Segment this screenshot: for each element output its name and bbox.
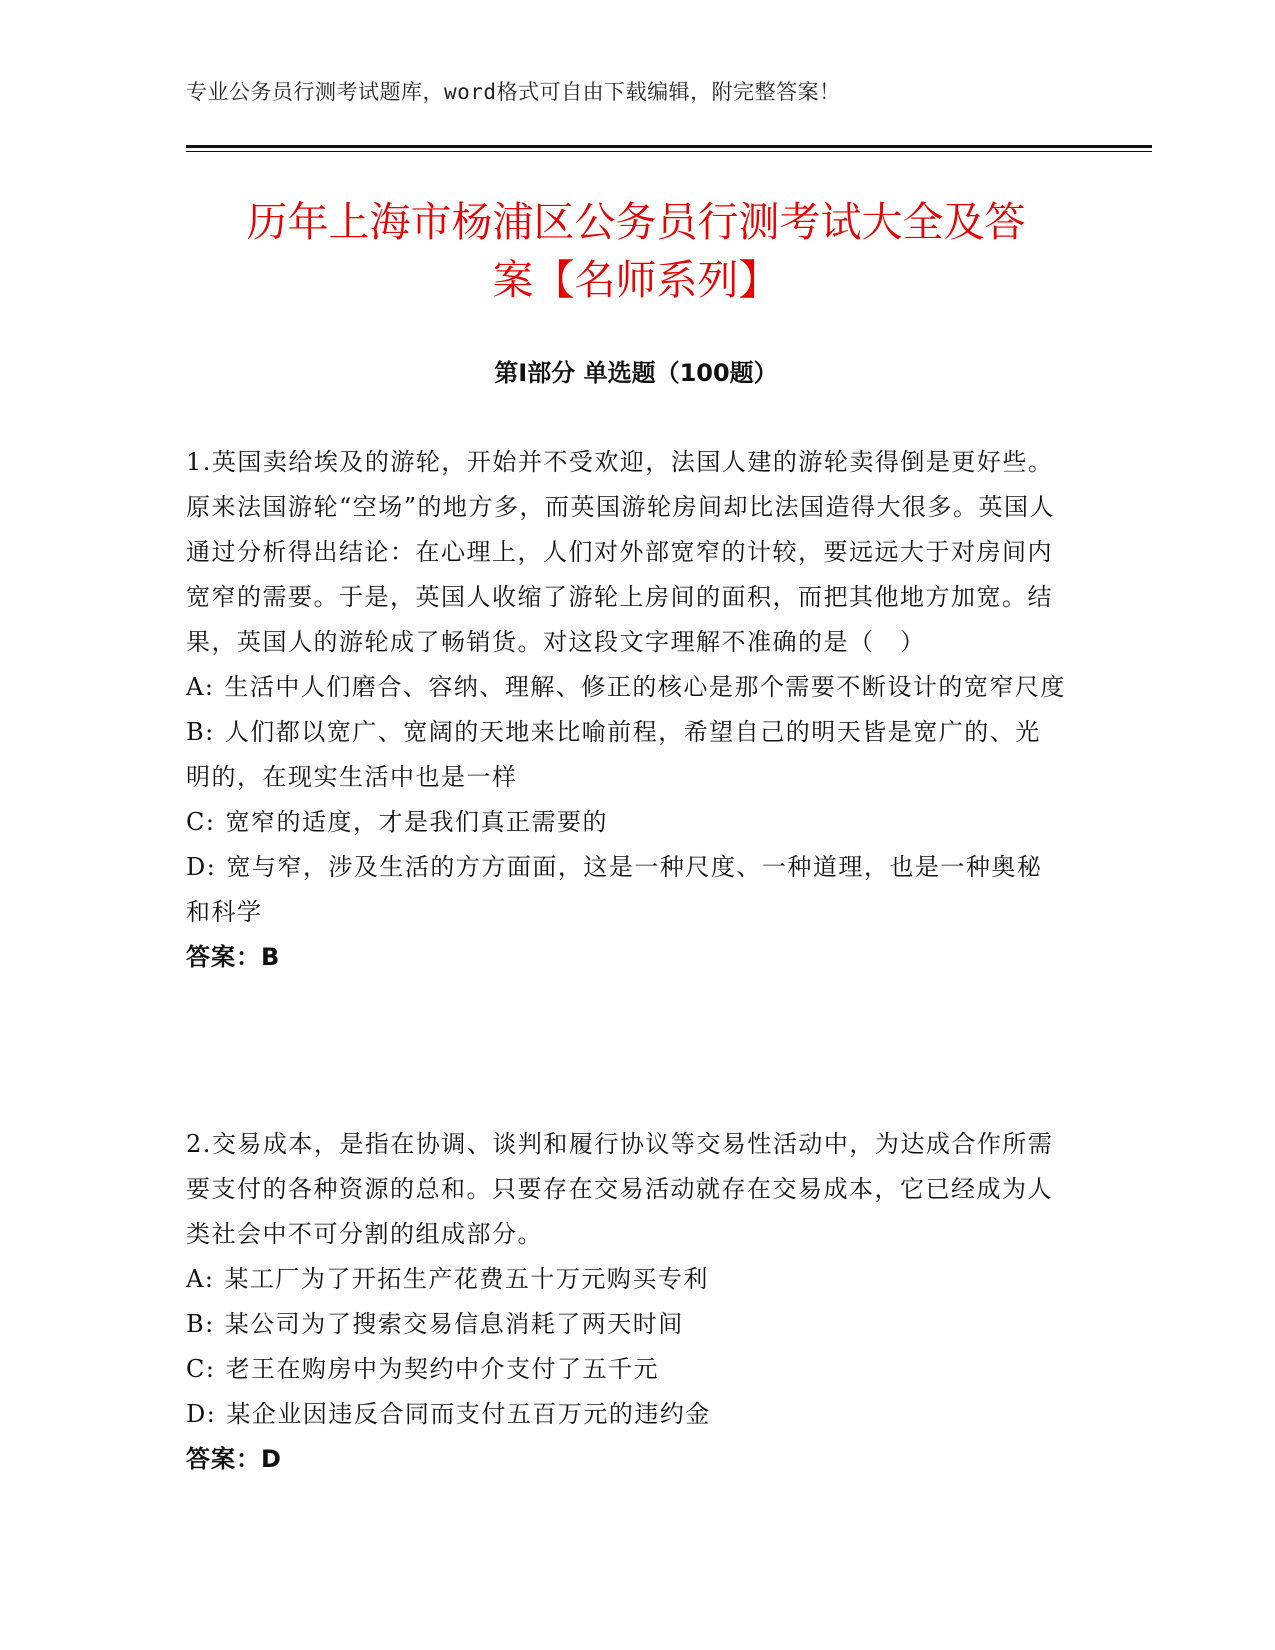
option-c	[186, 800, 1066, 845]
option-letter: B:	[186, 718, 215, 746]
option-text: 某企业因违反合同而支付五百万元的违约金	[226, 1400, 711, 1428]
option-letter: C:	[186, 808, 216, 836]
document-title-line-2: 案【名师系列】	[492, 256, 780, 304]
option-letter: A:	[186, 673, 215, 701]
option-b	[186, 710, 1066, 800]
option-text: 宽与窄，涉及生活的方方面面，这是一种尺度、一种道理，也是一种奥秘和科学	[186, 853, 1043, 926]
option-letter: D:	[186, 1400, 217, 1428]
question-2	[186, 1122, 1066, 1482]
option-text: 某公司为了搜索交易信息消耗了两天时间	[224, 1310, 684, 1338]
option-d	[186, 845, 1066, 935]
option-text: 某工厂为了开拓生产花费五十万元购买专利	[224, 1265, 709, 1293]
question-stem	[186, 440, 1066, 665]
option-b	[186, 1302, 1066, 1347]
question-number: 1.	[186, 448, 212, 476]
option-letter: B:	[186, 1310, 215, 1338]
option-text: 老王在购房中为契约中介支付了五千元	[225, 1355, 659, 1383]
document-title	[186, 193, 1086, 309]
option-d	[186, 1392, 1066, 1437]
option-text: 人们都以宽广、宽阔的天地来比喻前程，希望自己的明天皆是宽广的、光明的，在现实生活中也是一样	[186, 718, 1041, 791]
option-a	[186, 1257, 1066, 1302]
answer-label: 答案：D	[186, 1445, 282, 1473]
question-number: 2.	[186, 1130, 212, 1158]
section-title: 第Ⅰ部分 单选题（100题）	[494, 359, 778, 387]
question-1	[186, 440, 1066, 980]
answer-label: 答案：B	[186, 943, 281, 971]
question-stem	[186, 1122, 1066, 1257]
document-title-line-1: 历年上海市杨浦区公务员行测考试大全及答	[246, 198, 1026, 246]
question-text: 英国卖给埃及的游轮，开始并不受欢迎，法国人建的游轮卖得倒是更好些。原来法国游轮“空场”的地方多，而英国游轮房间却比法国造得大很多。英国人通过分析得出结论：在心理上，人们对外部宽窄的计较，要远远大于对房间内宽窄的需要。于是，英国人收缩了游轮上房间的面积，而把其他地方加宽。结果，英国人的游轮成了畅销货。对这段文字理解不准确的是（ ）	[186, 448, 1056, 656]
question-text: 交易成本，是指在协调、谈判和履行协议等交易性活动中，为达成合作所需要支付的各种资源的总和。只要存在交易活动就存在交易成本，它已经成为人类社会中不可分割的组成部分。	[186, 1130, 1054, 1248]
option-letter: C:	[186, 1355, 216, 1383]
option-letter: A:	[186, 1265, 215, 1293]
header-note: 专业公务员行测考试题库，word格式可自由下载编辑，附完整答案！	[186, 80, 841, 104]
header-divider-thick	[186, 145, 1152, 148]
option-letter: D:	[186, 853, 217, 881]
option-text: 生活中人们磨合、容纳、理解、修正的核心是那个需要不断设计的宽窄尺度	[224, 673, 1066, 701]
option-text: 宽窄的适度，才是我们真正需要的	[225, 808, 608, 836]
option-c	[186, 1347, 1066, 1392]
header-divider-thin	[186, 151, 1152, 152]
option-a	[186, 665, 1066, 710]
